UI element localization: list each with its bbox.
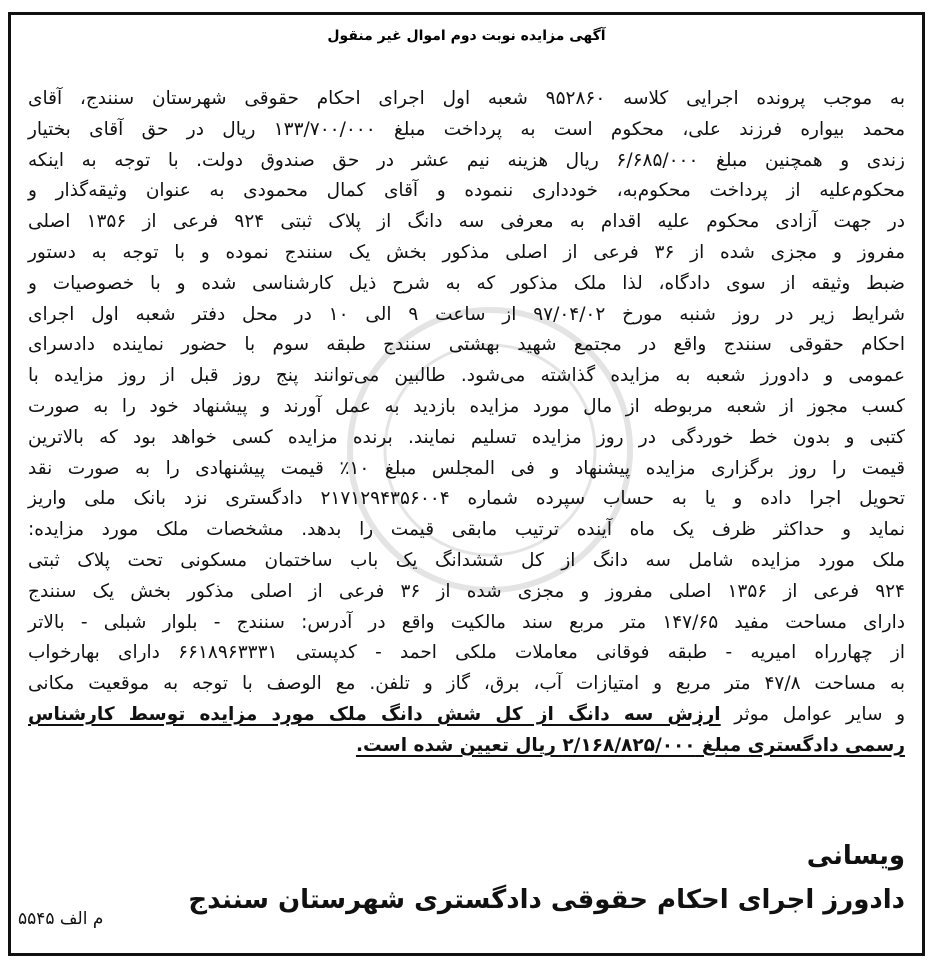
body-line: محکوم‌علیه از پرداخت محکوم‌به، خودداری ننموده و آقای کمال محمودی به عنوان وثیقه‌گذار و	[28, 180, 905, 202]
body-line: به مساحت ۴۷/۸ متر مربع و امتیازات آب، برق، گاز و تلفن. مع الوصف با توجه به موقعیت مکانی	[28, 673, 905, 695]
reference-code: م الف ۵۵۴۵	[18, 909, 104, 929]
body-line: ۹۲۴ فرعی از ۱۳۵۶ اصلی مفروز و مجزی شده از ۳۶ فرعی از اصلی مذکور بخش یک سنندج	[28, 580, 905, 602]
signature-organization: دادورز اجرای احکام حقوقی دادگستری شهرستان سنندج	[188, 885, 905, 915]
body-line: در جهت آزادی محکوم علیه اقدام به معرفی سه دانگ از پلاک ثبتی ۹۲۴ فرعی از ۱۳۵۶ اصلی	[28, 211, 905, 233]
body-line: مفروز و مجزی شده از ۳۶ فرعی از اصلی مذکور بخش یک سنندج نموده و با توجه به دستور	[28, 241, 905, 263]
appraisal-amount-emphasis: رسمی دادگستری مبلغ ۲/۱۶۸/۸۲۵/۰۰۰ ریال تعیین شده است.	[355, 734, 905, 756]
body-line	[28, 731, 905, 762]
signature-name: ویسانی	[806, 841, 905, 871]
body-line: احکام حقوقی سنندج واقع در مجتمع شهید بهشتی سنندج طبقه سوم با حضور نماینده دادسرای	[28, 334, 905, 356]
notice-body	[28, 68, 905, 762]
body-line: کسب مجوز از شعبه مربوطه از مال مورد مزایده بازدید به عمل آورند و پیشنهاد خود را به صورت	[28, 395, 905, 417]
body-line: تحویل اجرا داده و یا به حساب سپرده شماره ۲۱۷۱۲۹۴۳۵۶۰۰۴ دادگستری نزد بانک ملی واریز	[28, 488, 905, 510]
body-line: کتبی و بدون خط خوردگی در روز مزایده تسلیم نمایند. برنده مزایده کسی خواهد بود که بالاترین	[28, 426, 905, 448]
body-line: عمومی و دادورز شعبه به مزایده گذاشته می‌شود. طالبین می‌توانند پنج روز قبل از روز مزایده با	[28, 365, 905, 387]
body-line: شرایط زیر در روز شنبه مورخ ۹۷/۰۴/۰۲ از ساعت ۹ الی ۱۰ در محل دفتر شعبه اول اجرای	[28, 303, 905, 325]
notice-title: آگهی مزایده نوبت دوم اموال غیر منقول	[327, 28, 606, 44]
body-line-plain: و سایر عوامل موثر	[720, 703, 906, 725]
body-line: ضبط وثیقه از سوی دادگاه، لذا ملک مذکور که به شرح ذیل کارشناسی شده و با خصوصیات و	[28, 272, 905, 294]
body-line: زندی و همچنین مبلغ ۶/۶۸۵/۰۰۰ ریال هزینه نیم عشر در حق صندوق دولت. با توجه به اینکه	[28, 149, 905, 171]
body-line: از چهارراه امیریه - طبقه فوقانی معاملات ملکی احمد - کدپستی ۶۶۱۸۹۶۳۳۳۱ دارای بهارخواب	[28, 642, 905, 664]
body-line: محمد بیواره فرزند علی، محکوم است به پرداخت مبلغ ۱۳۳/۷۰۰/۰۰۰ ریال در حق آقای بختیار	[28, 118, 905, 140]
appraisal-emphasis: ارزش سه دانگ از کل شش دانگ ملک مورد مزایده توسط کارشناس	[28, 703, 721, 725]
notice-content	[28, 0, 905, 762]
body-line: قیمت را روز برگزاری مزایده پیشنهاد و فی المجلس مبلغ ۱۰٪ قیمت پیشنهادی را به صورت نقد	[28, 457, 905, 479]
body-line: به موجب پرونده اجرایی کلاسه ۹۵۲۸۶۰ شعبه اول اجرای احکام حقوقی شهرستان سنندج، آقای	[28, 88, 905, 109]
body-line: ملک مورد مزایده شامل سه دانگ از کل ششدانگ یک باب ساختمان مسکونی تحت پلاک ثبتی	[28, 549, 905, 571]
body-line: نماید و حداکثر ظرف یک ماه آینده ترتیب مابقی قیمت را بدهد. مشخصات ملک مورد مزایده:	[28, 519, 905, 541]
body-line	[28, 700, 905, 731]
body-line: دارای مساحت مفید ۱۴۷/۶۵ متر مربع سند مالکیت واقع در آدرس: سنندج - بلوار شبلی - بالاتر	[28, 611, 905, 633]
